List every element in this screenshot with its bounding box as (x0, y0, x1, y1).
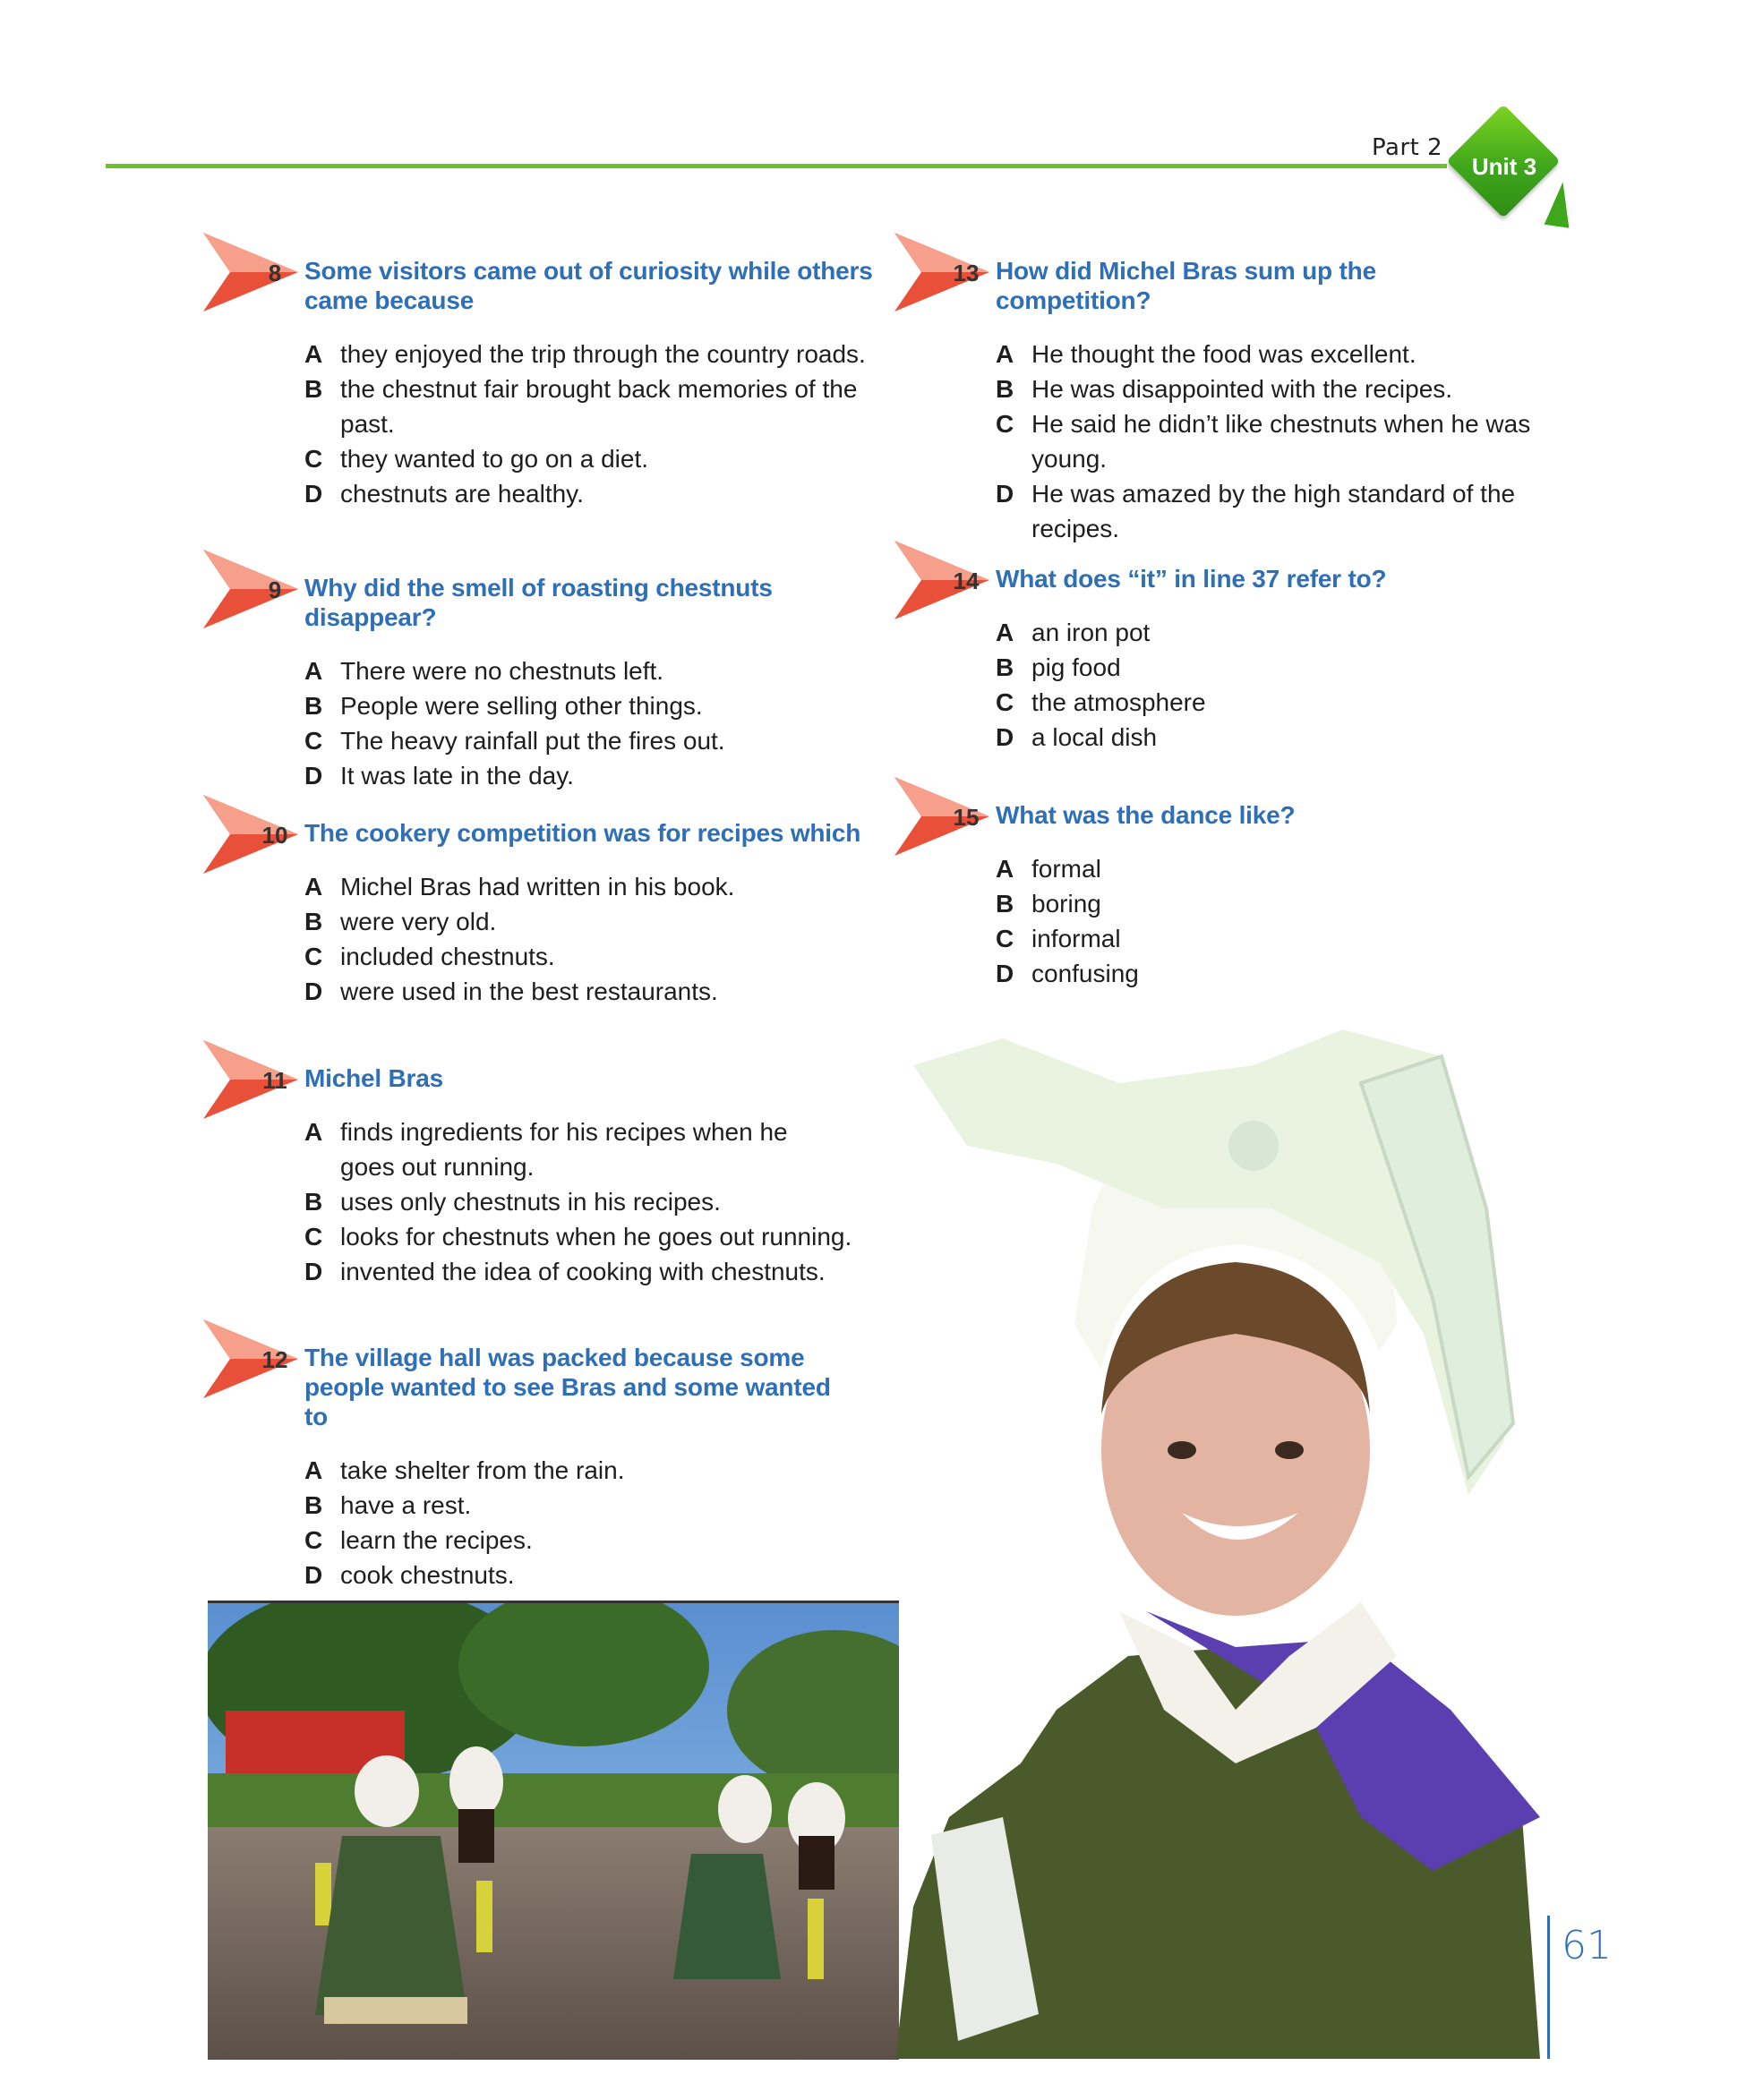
question-stem: Some visitors came out of curiosity while others came because (304, 257, 873, 314)
option: D cook chestnuts. (304, 1561, 515, 1589)
option: A There were no chestnuts left. (304, 657, 664, 685)
option: A formal (996, 855, 1101, 883)
option: A an iron pot (996, 619, 1151, 646)
question-number: 14 (953, 568, 980, 594)
options-list (304, 1114, 895, 1289)
options-list (996, 851, 1533, 991)
question-number: 8 (268, 260, 282, 286)
option: C looks for chestnuts when he goes out running. (304, 1223, 852, 1251)
option: D He was amazed by the high standard of the recipes. (996, 480, 1516, 542)
header-rule (106, 164, 1447, 168)
option: D chestnuts are healthy. (304, 480, 584, 508)
woman-in-costume-photo (895, 1029, 1576, 2059)
question-stem: What was the dance like? (996, 801, 1296, 829)
unit-badge (1451, 112, 1585, 228)
option: C the atmosphere (996, 688, 1206, 716)
options-list (304, 653, 895, 793)
question-stem: Why did the smell of roasting chestnuts disappear? (304, 574, 773, 631)
options-list (996, 615, 1533, 755)
option: B uses only chestnuts in his recipes. (304, 1188, 721, 1216)
option: D It was late in the day. (304, 762, 574, 790)
question-number: 10 (261, 822, 288, 849)
question-11 (262, 1063, 895, 1289)
option: C learn the recipes. (304, 1526, 533, 1554)
folk-dancers-photo (208, 1601, 899, 2060)
question-12 (261, 1343, 895, 1592)
option: C The heavy rainfall put the fires out. (304, 727, 725, 755)
option: B pig food (996, 653, 1121, 681)
option: A they enjoyed the trip through the country roads. (304, 340, 866, 368)
question-10 (261, 818, 895, 1009)
option: C He said he didn’t like chestnuts when he was young. (996, 410, 1531, 473)
unit-label: Unit 3 (1471, 153, 1537, 180)
question-number: 11 (262, 1067, 287, 1094)
question-stem: The village hall was packed because some people wanted to see Bras and some wanted to (304, 1344, 831, 1430)
question-15 (953, 800, 1533, 991)
option: B have a rest. (304, 1491, 472, 1519)
option: C included chestnuts. (304, 943, 555, 970)
option: A He thought the food was excellent. (996, 340, 1416, 368)
option: A finds ingredients for his recipes when he goes out running. (304, 1118, 788, 1181)
option: B boring (996, 890, 1101, 918)
option: C informal (996, 925, 1121, 952)
options-list (996, 337, 1533, 546)
question-number: 12 (261, 1346, 288, 1373)
page-number: 61 (1562, 1923, 1612, 1968)
options-list (304, 337, 895, 511)
option: C they wanted to go on a diet. (304, 445, 649, 473)
question-13 (953, 256, 1533, 546)
question-9 (268, 573, 895, 793)
option: B People were selling other things. (304, 692, 703, 720)
option: B were very old. (304, 908, 497, 935)
question-stem: How did Michel Bras sum up the competition? (996, 257, 1376, 314)
options-list (304, 869, 895, 1009)
option: B the chestnut fair brought back memories of the past. (304, 375, 858, 438)
question-stem: Michel Bras (304, 1064, 443, 1092)
question-14 (953, 564, 1533, 755)
option: A Michel Bras had written in his book. (304, 873, 735, 901)
question-8 (268, 256, 895, 511)
option: D a local dish (996, 723, 1158, 751)
part-label: Part 2 (1372, 134, 1443, 161)
options-list (304, 1453, 895, 1592)
page-number-rule (1547, 1916, 1550, 2059)
question-number: 9 (268, 576, 282, 603)
question-stem: The cookery competition was for recipes which (304, 819, 861, 847)
option: D invented the idea of cooking with chestnuts. (304, 1258, 826, 1285)
option: A take shelter from the rain. (304, 1456, 625, 1484)
question-stem: What does “it” in line 37 refer to? (996, 565, 1387, 593)
option: D confusing (996, 960, 1139, 987)
option: B He was disappointed with the recipes. (996, 375, 1453, 403)
option: D were used in the best restaurants. (304, 977, 718, 1005)
question-number: 13 (953, 260, 980, 286)
question-number: 15 (953, 804, 980, 831)
unit-badge-tail (1545, 180, 1576, 227)
